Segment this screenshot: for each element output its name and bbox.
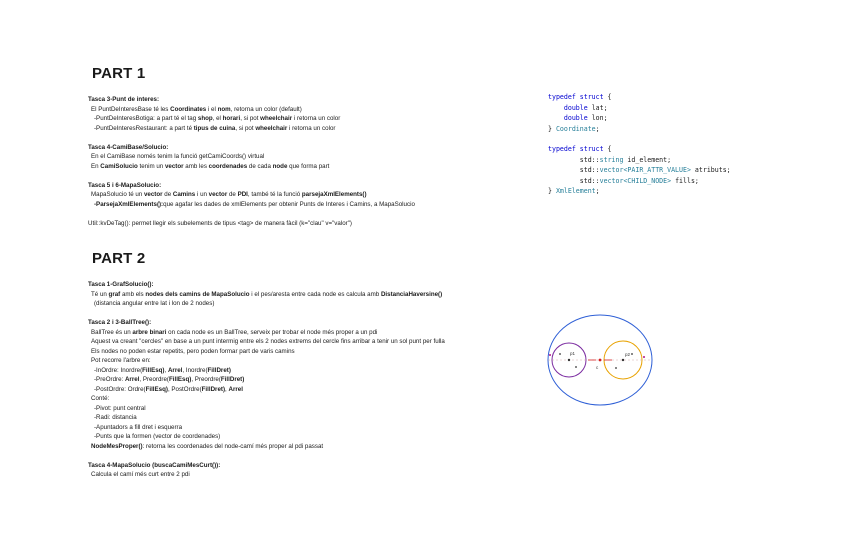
code-text: ; — [595, 124, 600, 133]
code-text: id_element; — [623, 155, 672, 164]
code-text: { — [603, 145, 612, 153]
text-run: -InOrdre: Inordre( — [94, 366, 143, 374]
text-run: FillDret) — [201, 385, 226, 393]
text-run: -PostOrdre: Ordre( — [94, 385, 146, 393]
node-point — [615, 367, 617, 369]
code-keyword: typedef struct — [548, 93, 604, 101]
p2-tasca23-line7 — [88, 385, 445, 395]
text-run: PDI — [237, 191, 248, 198]
p2-tasca23-line12: -Punts que la formen (vector de coordenades) — [94, 433, 221, 440]
node-point — [575, 366, 577, 368]
text-run: -PuntDeInteresBotiga: a part té el tag — [94, 115, 198, 122]
text-run: Arrel — [124, 376, 140, 383]
p2-tasca23-heading: Tasca 2 i 3-BallTree(): — [88, 319, 152, 326]
text-run: MapaSolucio té un — [91, 191, 144, 198]
text-run: amb els — [120, 290, 146, 298]
text-run: , també té la funció — [247, 191, 302, 198]
p2-tasca23-line3: Els nodes no poden estar repetits, pero poden formar part de varis camins — [91, 347, 295, 355]
code-typename: string — [599, 155, 624, 164]
text-run: i retorna un color — [292, 115, 341, 122]
text-run: -PreOrdre: — [94, 376, 125, 383]
text-run: i retorna un color — [287, 124, 336, 132]
text-run: -PuntDeInteresRestaurant: a part té — [94, 124, 194, 132]
pivot-point — [599, 359, 602, 362]
text-run: FillDret) — [207, 366, 231, 374]
edge-point — [643, 356, 645, 358]
text-run: , retorna un color (default) — [230, 105, 302, 113]
text-run: FillDret) — [220, 376, 245, 383]
edge-point — [549, 354, 551, 356]
p2-tasca23-line8: Conté: — [91, 395, 110, 402]
p2-tasca1-heading: Tasca 1-GrafSolucio(): — [88, 281, 154, 288]
text-run: DistanciaHaversine() — [380, 290, 443, 298]
text-run: , el — [212, 115, 223, 122]
code-text: fills; — [671, 176, 699, 185]
code-typename: vector — [599, 176, 624, 185]
label-right: p2 — [625, 352, 631, 357]
text-run: parsejaXmlElements() — [301, 191, 367, 198]
text-run: FillEsq) — [142, 366, 165, 374]
p2-tasca1-line2: (distancia angular entre lat i lon de 2 nodes) — [94, 300, 215, 307]
code-xmlelement-struct — [548, 144, 731, 197]
text-run: NodeMesProper() — [91, 442, 143, 450]
text-run: Tasca 4-MapaSolucio ( — [88, 461, 155, 469]
code-text: std:: — [579, 166, 600, 175]
text-run: que agafar les dades de xmlElements per obtenir Punts de Interes i Camins, a MapaSolucio — [163, 200, 415, 208]
text-run: i el pes/aresta entre cada node es calcula amb — [249, 290, 381, 298]
text-run: que forma part — [287, 162, 330, 170]
code-text: } — [548, 187, 556, 196]
tasca4-heading: Tasca 4-CamiBase/Solucio: — [88, 143, 169, 151]
p2-tasca23-line4: Pot recorre l'arbre en: — [91, 357, 151, 364]
text-run: buscaCamiMesCurt() — [154, 461, 217, 469]
tasca56-line2 — [88, 200, 415, 210]
text-run: El PuntDeInteresBase té les — [91, 105, 171, 113]
text-run: coordenades — [208, 162, 248, 170]
text-run: -ParsejaXmlElements(): — [94, 200, 164, 208]
p2-tasca23-line11: -Apuntadors a fill dret i esquerra — [94, 423, 183, 431]
right-pivot-point — [622, 359, 624, 361]
p2-tasca1-line1 — [88, 290, 445, 300]
text-run: Té un — [91, 290, 109, 298]
p2-tasca23-line9: -Pivot: punt central — [94, 404, 146, 412]
tasca4-line1: En el CamiBase només tenim la funció getCamiCoords() virtual — [91, 153, 265, 160]
code-typename: XmlElement — [555, 187, 596, 196]
code-coordinate-struct — [548, 92, 612, 134]
tasca56-line1 — [88, 190, 415, 200]
code-template-arg: <PAIR_ATTR_VALUE> — [623, 166, 691, 175]
p2-tasca23-line13 — [88, 442, 445, 452]
text-run: i un — [195, 191, 209, 198]
text-run: , — [164, 366, 168, 374]
p2-tasca23-line2: Aquest va creant "cercles" en base a un punt intermig entre els 2 nodes extrems del cercle fins arribar a tenir un sol punt per fulla — [91, 338, 445, 345]
text-run: : retorna les coordenades del node-camí més proper al pdi passat — [142, 442, 324, 450]
part1-body — [88, 95, 415, 228]
code-text: ; — [595, 187, 600, 196]
text-run: nodes dels camins de MapaSolucio — [145, 290, 250, 298]
code-keyword: double — [563, 114, 588, 123]
text-run: node — [272, 162, 288, 170]
text-run: En — [91, 162, 101, 170]
text-run: horari — [222, 115, 241, 122]
text-run: on cada node es un BallTree, serveix per trobar el node més proper a un pdi — [166, 328, 378, 336]
tasca3-heading: Tasca 3-Punt de interes: — [88, 96, 160, 103]
text-run: BallTree és un — [91, 328, 133, 336]
code-text: lon; — [587, 114, 608, 123]
text-run: Arrel — [228, 385, 243, 393]
p2-tasca23-line1 — [88, 328, 445, 338]
text-run: , Preordre( — [139, 376, 169, 383]
text-run: nom — [217, 105, 231, 113]
text-run: ): — [216, 461, 221, 469]
code-text: lat; — [587, 103, 608, 112]
part1-title: PART 1 — [92, 65, 146, 82]
code-typename: Coordinate — [555, 124, 596, 133]
text-run: vector — [208, 191, 228, 198]
label-center: c — [596, 365, 599, 370]
util-line: Util::kvDeTag(): permet llegir els subelements de tipus <tag> de manera fàcil (k="clau" v="valor") — [88, 219, 352, 227]
code-template-arg: <CHILD_NODE> — [623, 176, 672, 185]
text-run: Coordinates — [170, 105, 207, 113]
text-run: arbre binari — [132, 328, 167, 336]
text-run: , si pot — [235, 124, 256, 132]
text-run: de cada — [247, 162, 273, 170]
code-keyword: double — [563, 103, 588, 112]
tasca3-line3 — [88, 124, 415, 134]
p2-tasca23-line10: -Radi: distancia — [94, 414, 137, 421]
text-run: , — [225, 385, 229, 393]
tasca56-heading: Tasca 5 i 6-MapaSolucio: — [88, 181, 162, 189]
text-run: wheelchair — [260, 115, 293, 122]
tasca3-line1 — [88, 105, 415, 115]
text-run: , Inordre( — [182, 366, 208, 374]
part2-body — [88, 280, 445, 480]
text-run: Arrel — [167, 366, 183, 374]
text-run: , si pot — [240, 115, 261, 122]
code-text: } — [548, 124, 556, 133]
text-run: vector — [143, 191, 163, 198]
node-point — [631, 353, 633, 355]
label-left: p1 — [570, 351, 576, 356]
left-pivot-point — [568, 359, 570, 361]
text-run: shop — [197, 115, 213, 122]
part2-title: PART 2 — [92, 250, 146, 267]
text-run: i el — [206, 105, 218, 113]
text-run: FillEsq) — [168, 376, 192, 383]
text-run: de — [227, 191, 238, 198]
text-run: wheelchair — [255, 124, 288, 132]
text-run: tenim un — [137, 162, 165, 170]
tasca3-line2 — [88, 114, 415, 124]
balltree-diagram — [540, 312, 660, 412]
p2-tasca23-line6 — [88, 375, 445, 385]
p2-tasca4-heading — [88, 461, 445, 471]
code-text: std:: — [579, 155, 600, 164]
tasca4-line2 — [88, 162, 415, 172]
text-run: tipus de cuina — [193, 124, 236, 132]
p2-tasca23-line5 — [88, 366, 445, 376]
text-run: Camins — [172, 191, 196, 198]
text-run: vector — [164, 162, 184, 170]
code-text: atributs; — [690, 166, 731, 175]
code-text: { — [603, 93, 612, 101]
text-run: FillEsq) — [145, 385, 168, 393]
text-run: , Preordre( — [191, 376, 221, 383]
text-run: CamiSolucio — [100, 162, 138, 170]
text-run: , PostOrdre( — [167, 385, 202, 393]
text-run: de — [162, 191, 173, 198]
code-text: std:: — [579, 176, 600, 185]
p2-tasca4-line1: Calcula el camí més curt entre 2 pdi — [91, 471, 190, 478]
code-keyword: typedef struct — [548, 145, 604, 153]
code-typename: vector — [599, 166, 624, 175]
text-run: graf — [108, 290, 121, 298]
text-run: amb les — [183, 162, 209, 170]
node-point — [559, 353, 561, 355]
